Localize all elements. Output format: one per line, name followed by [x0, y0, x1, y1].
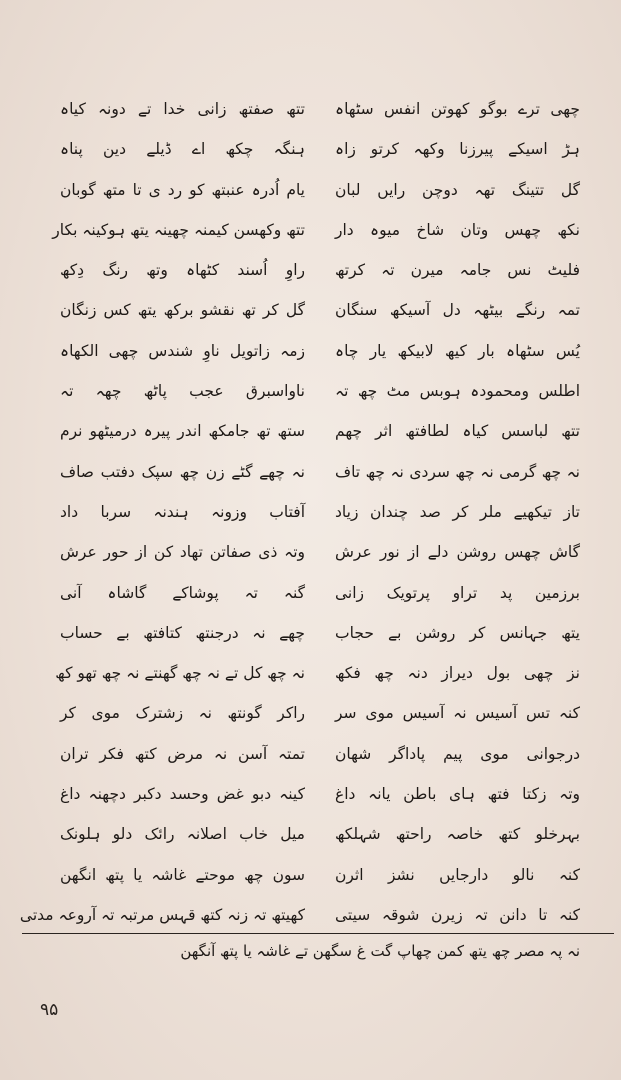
verse-line: گاش چھس روشن دلے از نور عرش: [335, 543, 580, 562]
verse-columns: [19, 98, 580, 930]
verse-line: تمہ رنگے بیٹھہ دل آسیکھ سنگان: [335, 301, 580, 320]
verse-line: آفتاب وزونہ ہندنہ سربا داد: [60, 502, 305, 521]
verse-line: کھیتھ تہ زنہ کتھ قہس مرتبہ تہ آروعہ مدتی: [19, 905, 305, 924]
verse-line: نہ چھے گٹے زن چھ سپک دفتب صاف: [60, 462, 305, 481]
verse-line: یتھ جہانس کر روشن بے حجاب: [335, 623, 580, 642]
verse-line: بہرخلو کتھ خاصہ راحتھ شہلکھ: [335, 825, 580, 844]
verse-line: ستھ تھ جامکھ اندر پیرہ درمیٹھو نرم: [60, 422, 305, 441]
verse-line: یام اُدرہ عنبتھ کو رد ی تا متھ گوبان: [60, 180, 305, 199]
verse-line: کنہ تس آسیس نہ آسیس موی سر: [335, 704, 580, 723]
verse-line: تمتہ آسن نہ مرض کتھ فکر تران: [60, 744, 305, 763]
verse-line: میل خاب اصلانہ رائک دلو ہلونک: [60, 825, 305, 844]
verse-line: وتہ ذی صفاتن تھاد کن از حور عرش: [60, 543, 305, 562]
verse-line: تتھ صفتھ زانی خدا تے دونہ کیاہ: [60, 100, 305, 118]
verse-line: گل کر تھ نقشو برکھ یتھ کس زنگان: [60, 301, 305, 320]
verse-line: اطلس ومحمودہ ہوبس مٹ چھ تہ: [335, 382, 580, 401]
verse-line: نز چھی بول دیراز دنہ چھ فکھ: [335, 664, 580, 683]
verse-line: فلیٹ نس جامہ میرن تہ کرتھ: [335, 261, 580, 280]
verse-line: گل تتینگ تھہ دوچن رایں لبان: [335, 180, 580, 199]
verse-line: راوِ اُسند کٹھاہ وتھ رنگ دِکھ: [60, 261, 305, 280]
verse-line: نہ چھ کل تے نہ چھ گھنتے نہ چھ تھو کھ: [55, 664, 305, 683]
verse-line: کینہ دبو غض وحسد دکبر دچھنہ داغ: [60, 785, 305, 804]
verse-line: زمہ زاتویل ناوِ شندس چھی الکھاہ: [60, 341, 305, 360]
verse-line: ہڑ اسیکے پیرزنا وکھہ کرتو زاہ: [335, 140, 580, 159]
verse-line: یُس سٹھاہ بار کیھ لابیکھ یار چاہ: [335, 341, 580, 360]
verse-line: سون چھ موحتے غاشہ یا پتھ انگھن: [60, 865, 305, 884]
footnote: نہ پہ مصر چھ یتھ کمن چھاپ گت غ سگھن تے غاشہ یا پتھ آنگھن: [180, 942, 580, 960]
footnote-divider: [22, 933, 614, 934]
verse-line: کنہ نالو دارجایں نشز اثرن: [335, 865, 580, 884]
left-column: [19, 98, 305, 930]
page-number: ۹۵: [40, 1000, 59, 1020]
verse-line: درجوانی موی پیم پاداگر شھان: [335, 744, 580, 763]
verse-line: چھی ترے بوگو کھوتن انفس سٹھاہ: [335, 100, 580, 118]
verse-line: ناواسبرق عجب پاٹھ چھہ تہ: [60, 382, 305, 401]
verse-line: برزمین پد تراو پرتویک زانی: [335, 583, 580, 602]
verse-line: نہ چھ گرمی نہ چھ سردی نہ چھ تاف: [335, 462, 580, 481]
verse-line: ہنگہ چکھ اے ڈیلے دین پناہ: [60, 140, 305, 159]
verse-line: وتہ زکتا فتھ ہای باطن یانہ داغ: [335, 785, 580, 804]
verse-line: تتھ وکھسن کیمنہ چھینہ یتھ ہوکینہ بکار: [52, 220, 305, 239]
verse-line: تتھ لباسس کیاہ لطافتھ اثر چھم: [335, 422, 580, 441]
verse-line: راکر گونتھ نہ زشترک موی کر: [60, 704, 305, 723]
verse-line: نکھ چھس وتان شاخ میوہ دار: [335, 220, 580, 239]
verse-line: کنہ تا دانن تہ زیرن شوقہ سیتی: [335, 905, 580, 924]
verse-line: تاز تیکھیے ملر کر صد چندان زیاد: [335, 502, 580, 521]
right-column: [335, 98, 580, 930]
verse-line: چھے نہ درجنتھ کتافتھ بے حساب: [60, 623, 305, 642]
verse-line: گنہ تہ پوشاکے گاشاہ آنی: [60, 583, 305, 602]
